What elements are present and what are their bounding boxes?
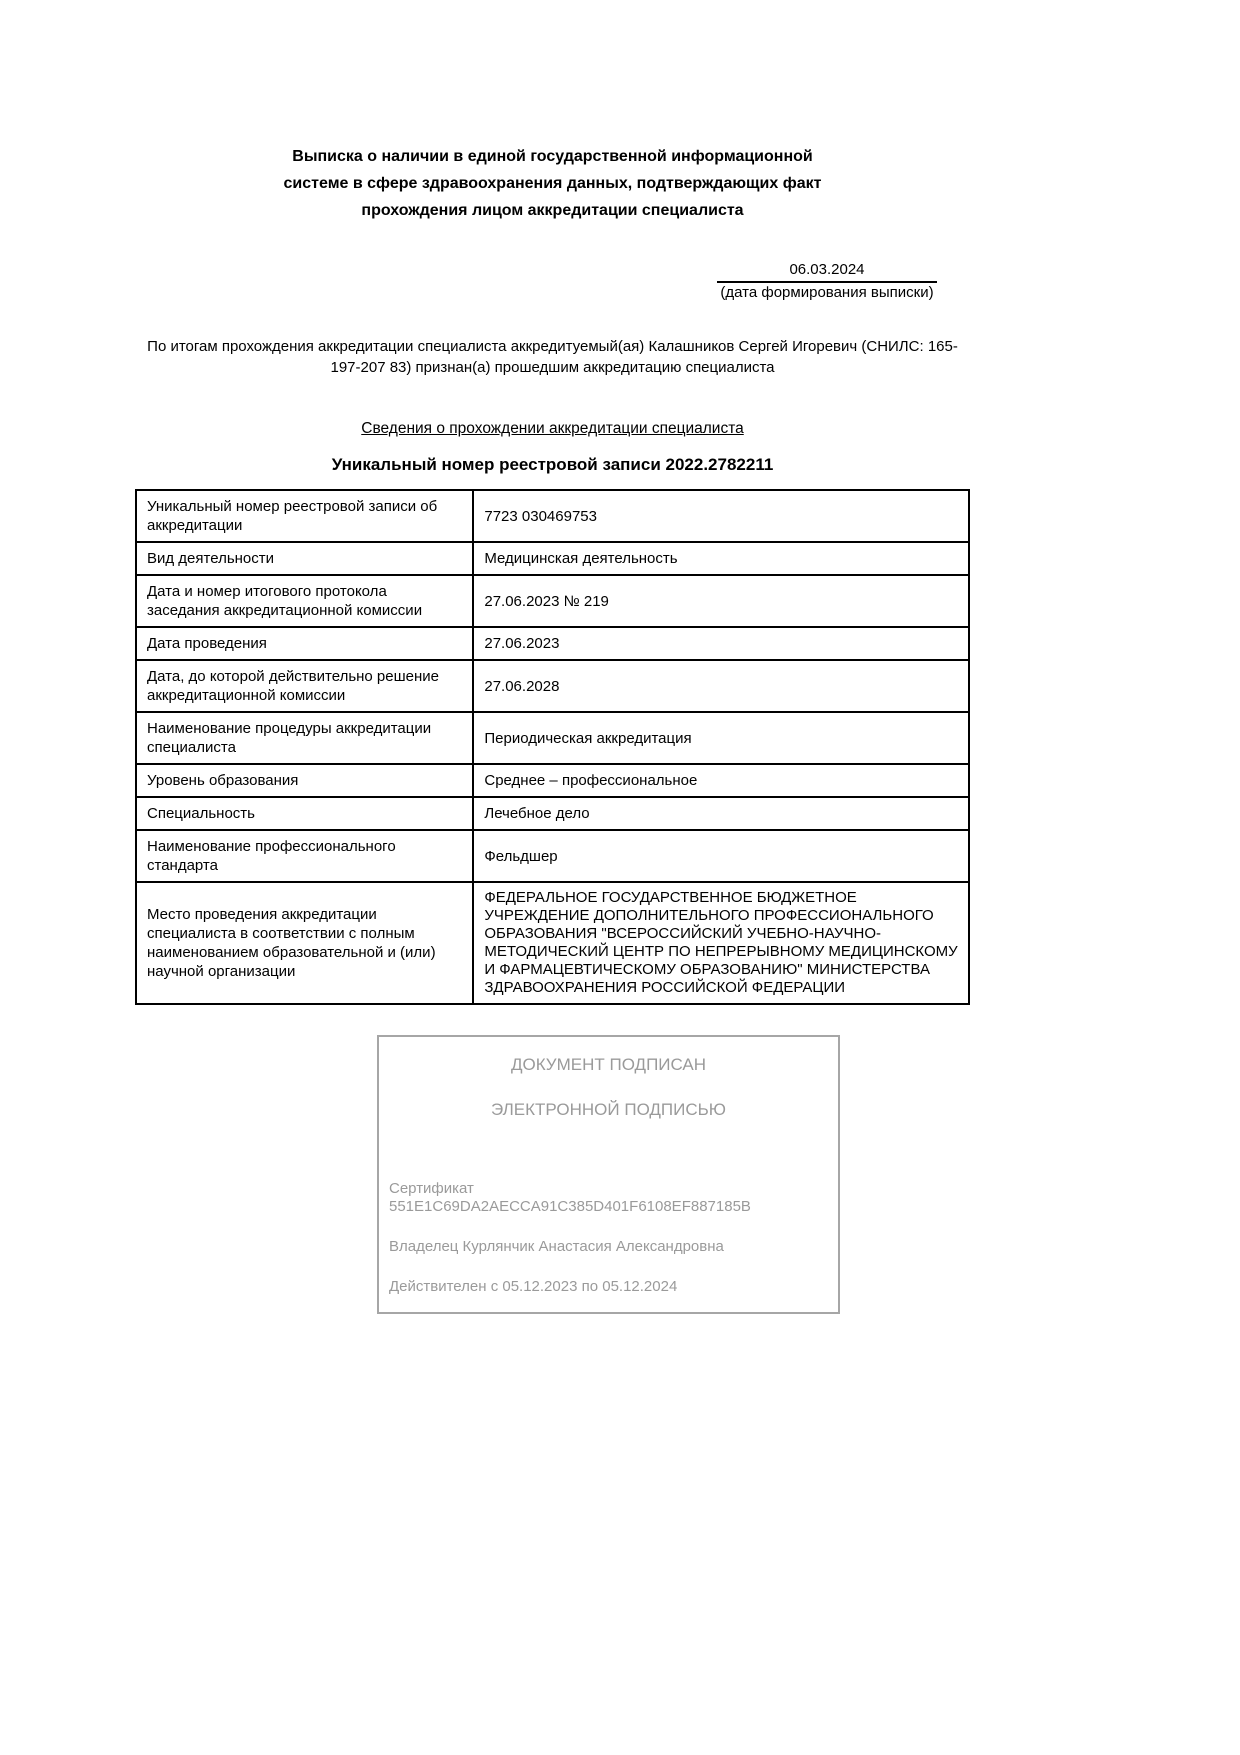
accreditation-table (135, 489, 970, 1005)
table-row (136, 660, 969, 712)
document-content (135, 0, 970, 1314)
table-row-value: 27.06.2023 № 219 (473, 575, 969, 627)
table-row-label: Уровень образования (136, 764, 473, 797)
accreditation-table-body (136, 490, 969, 1004)
table-row (136, 627, 969, 660)
table-row (136, 797, 969, 830)
table-row (136, 712, 969, 764)
issue-date-caption: (дата формирования выписки) (720, 284, 934, 301)
signature-heading-line-2: ЭЛЕКТРОННОЙ ПОДПИСЬЮ (491, 1100, 726, 1119)
issue-date: 06.03.2024 (717, 260, 937, 283)
table-row-label: Уникальный номер реестровой записи об аккредитации (136, 490, 473, 542)
table-row-label: Вид деятельности (136, 542, 473, 575)
table-row-label: Наименование процедуры аккредитации специалиста (136, 712, 473, 764)
section-heading: Сведения о прохождении аккредитации специалиста (361, 420, 744, 437)
intro-paragraph: По итогам прохождения аккредитации специалиста аккредитуемый(ая) Калашников Сергей Игоревич (СНИЛС: 165-197-207 83) признан(а) прошедшим аккредитацию специалиста (147, 338, 958, 376)
table-row-label: Дата проведения (136, 627, 473, 660)
table-row-value: 27.06.2023 (473, 627, 969, 660)
signature-certificate: Сертификат 551E1C69DA2AECCA91C385D401F6108EF887185B (389, 1180, 751, 1215)
table-row-label: Наименование профессионального стандарта (136, 830, 473, 882)
table-row (136, 575, 969, 627)
table-row-label: Дата и номер итогового протокола заседания аккредитационной комиссии (136, 575, 473, 627)
document-title-line-1: Выписка о наличии в единой государственной информационной (292, 148, 813, 165)
registry-number-heading: Уникальный номер реестровой записи 2022.2782211 (331, 455, 774, 474)
table-row-value: Медицинская деятельность (473, 542, 969, 575)
signature-owner: Владелец Курлянчик Анастасия Александровна (389, 1238, 724, 1255)
issue-date-block (717, 260, 937, 302)
table-row-value: ФЕДЕРАЛЬНОЕ ГОСУДАРСТВЕННОЕ БЮДЖЕТНОЕ УЧРЕЖДЕНИЕ ДОПОЛНИТЕЛЬНОГО ПРОФЕССИОНАЛЬНОГО ОБРАЗОВАНИЯ "ВСЕРОССИЙСКИЙ УЧЕБНО-НАУЧНО-МЕТОДИЧЕСКИЙ ЦЕНТР ПО НЕПРЕРЫВНОМУ МЕДИЦИНСКОМУ И ФАРМАЦЕВТИЧЕСКОМУ ОБРАЗОВАНИЮ" МИНИСТЕРСТВА ЗДРАВООХРАНЕНИЯ РОССИЙСКОЙ ФЕДЕРАЦИИ (473, 882, 969, 1004)
table-row (136, 882, 969, 1004)
table-row-value: Лечебное дело (473, 797, 969, 830)
signature-box (377, 1035, 840, 1314)
table-row-value: 7723 030469753 (473, 490, 969, 542)
table-row (136, 764, 969, 797)
document-title (135, 143, 970, 224)
signature-heading-line-1: ДОКУМЕНТ ПОДПИСАН (510, 1055, 707, 1074)
document-title-line-2: системе в сфере здравоохранения данных, подтверждающих факт (283, 175, 822, 192)
table-row-value: Периодическая аккредитация (473, 712, 969, 764)
table-row-value: Среднее – профессиональное (473, 764, 969, 797)
signature-validity: Действителен с 05.12.2023 по 05.12.2024 (389, 1278, 678, 1295)
table-row-label: Место проведения аккредитации специалиста в соответствии с полным наименованием образовательной и (или) научной организации (136, 882, 473, 1004)
table-row-label: Специальность (136, 797, 473, 830)
document-title-line-3: прохождения лицом аккредитации специалиста (361, 202, 744, 219)
table-row (136, 830, 969, 882)
table-row (136, 490, 969, 542)
table-row-label: Дата, до которой действительно решение аккредитационной комиссии (136, 660, 473, 712)
table-row-value: 27.06.2028 (473, 660, 969, 712)
table-row (136, 542, 969, 575)
table-row-value: Фельдшер (473, 830, 969, 882)
